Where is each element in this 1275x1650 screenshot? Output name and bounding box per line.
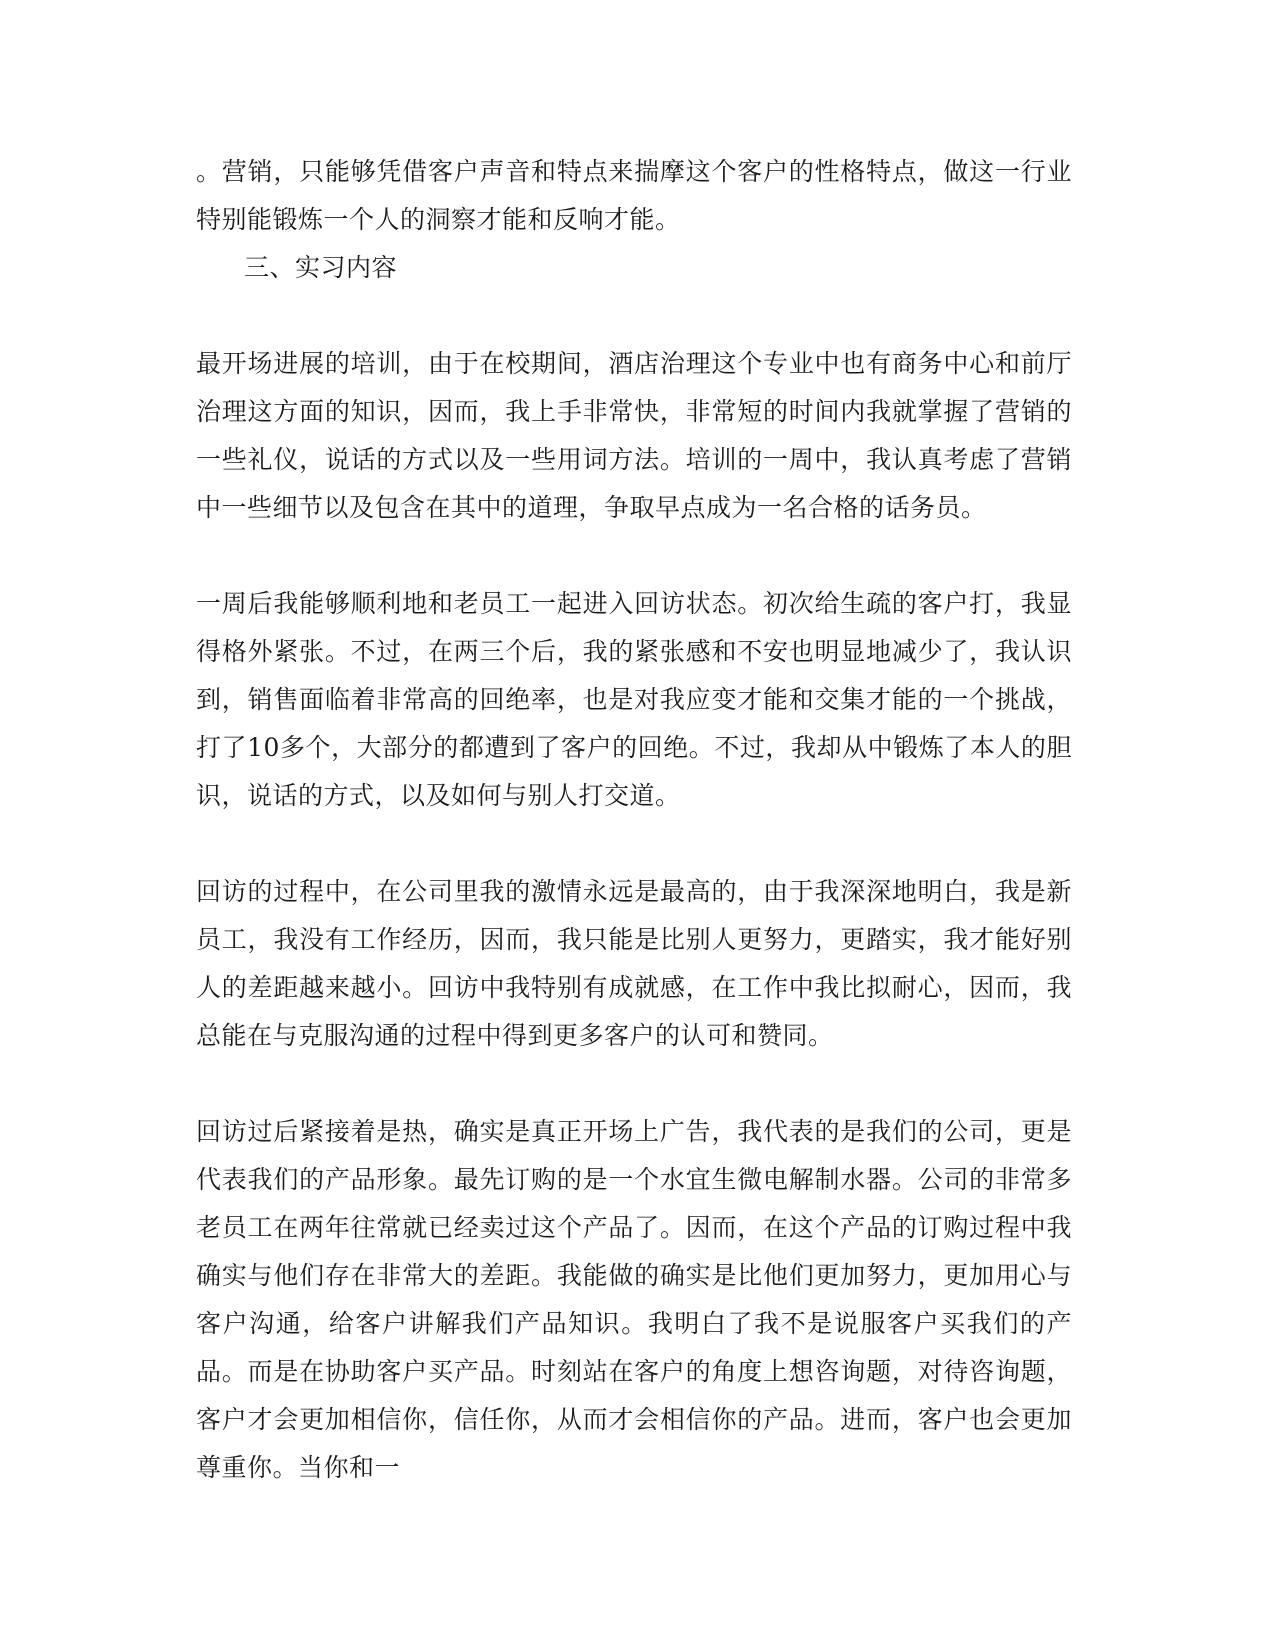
paragraph-gap: [196, 532, 1072, 580]
body-paragraph-first-calls: 一周后我能够顺利地和老员工一起进入回访状态。初次给生疏的客户打，我显得格外紧张。不过，在两三个后，我的紧张感和不安也明显地减少了，我认识到，销售面临着非常高的回绝率，也是对我应变才能和交集才能的一个挑战，打了10多个，大部分的都遭到了客户的回绝。不过，我却从中锻炼了本人的胆识，说话的方式，以及如何与别人打交道。: [196, 589, 1072, 810]
paragraph-gap: [196, 292, 1072, 340]
body-paragraph-sales: 回访过后紧接着是热，确实是真正开场上广告，我代表的是我们的公司，更是代表我们的产品形象。最先订购的是一个水宜生微电解制水器。公司的非常多老员工在两年往常就已经卖过这个产品了。因而，在这个产品的订购过程中我确实与他们存在非常大的差距。我能做的确实是比他们更加努力，更加用心与客户沟通，给客户讲解我们产品知识。我明白了我不是说服客户买我们的产品。而是在协助客户买产品。时刻站在客户的角度上想咨询题，对待咨询题，客户才会更加相信你，信任你，从而才会相信你的产品。进而，客户也会更加尊重你。当你和一: [196, 1117, 1072, 1482]
intro-paragraph: 。营销，只能够凭借客户声音和特点来揣摩这个客户的性格特点，做这一行业特别能锻炼一个人的洞察才能和反响才能。: [196, 157, 1072, 234]
paragraph-gap: [196, 820, 1072, 868]
paragraph-gap: [196, 1060, 1072, 1108]
body-paragraph-followup: 回访的过程中，在公司里我的激情永远是最高的，由于我深深地明白，我是新员工，我没有工作经历，因而，我只能是比别人更努力，更踏实，我才能好别人的差距越来越小。回访中我特别有成就感，在工作中我比拟耐心，因而，我总能在与克服沟通的过程中得到更多客户的认可和赞同。: [196, 877, 1072, 1050]
section-heading: 三、实习内容: [244, 253, 398, 282]
document-body: [196, 148, 1072, 1492]
body-paragraph-training: 最开场进展的培训，由于在校期间，酒店治理这个专业中也有商务中心和前厅治理这方面的知识，因而，我上手非常快，非常短的时间内我就掌握了营销的一些礼仪，说话的方式以及一些用词方法。培训的一周中，我认真考虑了营销中一些细节以及包含在其中的道理，争取早点成为一名合格的话务员。: [196, 349, 1072, 522]
